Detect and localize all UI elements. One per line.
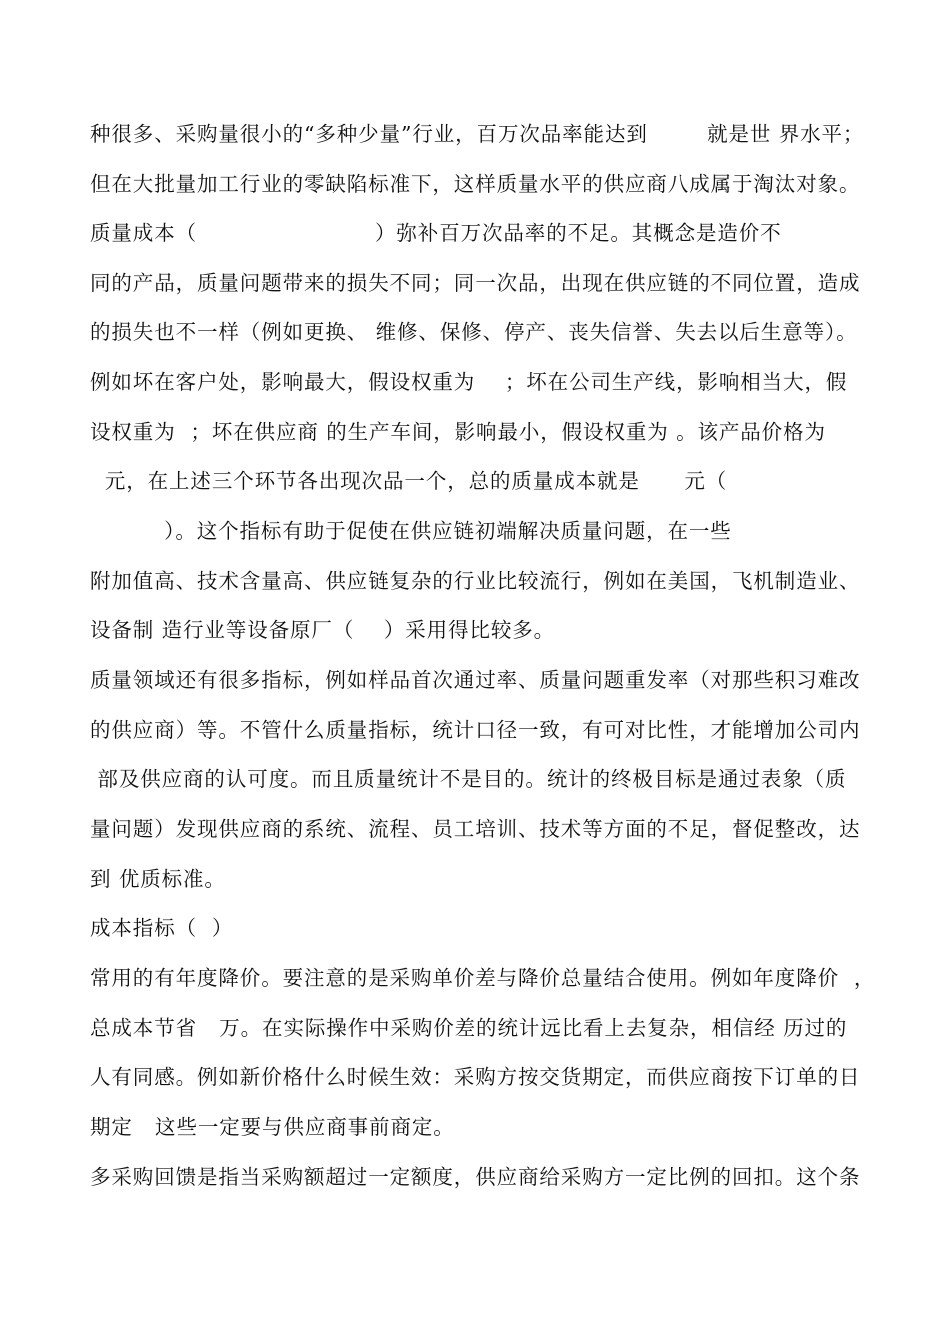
text-line: 例如坏在客户处，影响最大，假设权重为 ；坏在公司生产线，影响相当大，假 — [90, 370, 848, 394]
text-line: 人有同感。例如新价格什么时候生效：采购方按交货期定，而供应商按下订单的日 — [90, 1065, 861, 1089]
text-line: 期定 这些一定要与供应商事前商定。 — [90, 1115, 455, 1139]
text-line: 到 优质标准。 — [90, 867, 226, 891]
text-line: 设备制 造行业等设备原厂（ ）采用得比较多。 — [90, 618, 556, 642]
text-line: ）。这个指标有助于促使在供应链初端解决质量问题，在一些 — [90, 519, 732, 543]
text-line: 的供应商）等。不管什么质量指标，统计口径一致，有可对比性，才能增加公司内 — [90, 718, 861, 742]
text-line: 质量领域还有很多指标，例如样品首次通过率、质量问题重发率（对那些积习难改 — [90, 668, 861, 692]
text-line: 部及供应商的认可度。而且质量统计不是目的。统计的终极目标是通过表象（质 — [90, 767, 847, 791]
text-line: 量问题）发现供应商的系统、流程、员工培训、技术等方面的不足，督促整改，达 — [90, 817, 861, 841]
text-line: 总成本节省 万。在实际操作中采购价差的统计远比看上去复杂，相信经 历过的 — [90, 1016, 848, 1040]
text-line: 的损失也不一样（例如更换、 维修、保修、停产、丧失信誉、失去以后生意等）。 — [90, 320, 858, 344]
text-line: 但在大批量加工行业的零缺陷标准下，这样质量水平的供应商八成属于淘汰对象。 — [90, 172, 861, 196]
text-line: 附加值高、技术含量高、供应链复杂的行业比较流行，例如在美国，飞机制造业、 — [90, 569, 861, 593]
text-line: 同的产品，质量问题带来的损失不同；同一次品，出现在供应链的不同位置，造成 — [90, 271, 861, 295]
text-line: 设权重为 ；坏在供应商 的生产车间，影响最小，假设权重为 。该产品价格为 — [90, 420, 826, 444]
section-heading: 成本指标（ ） — [90, 916, 234, 940]
text-line: 常用的有年度降价。要注意的是采购单价差与降价总量结合使用。例如年度降价 ， — [90, 966, 876, 990]
text-line: 元，在上述三个环节各出现次品一个，总的质量成本就是 元（ — [90, 469, 728, 493]
text-line: 质量成本（ ）弥补百万次品率的不足。其概念是造价不 — [90, 221, 782, 245]
text-line: 多采购回馈是指当采购额超过一定额度，供应商给采购方一定比例的回扣。这个条 — [90, 1165, 861, 1189]
text-line: 种很多、采购量很小的“多种少量”行业，百万次品率能达到 就是世 界水平； — [90, 122, 865, 146]
